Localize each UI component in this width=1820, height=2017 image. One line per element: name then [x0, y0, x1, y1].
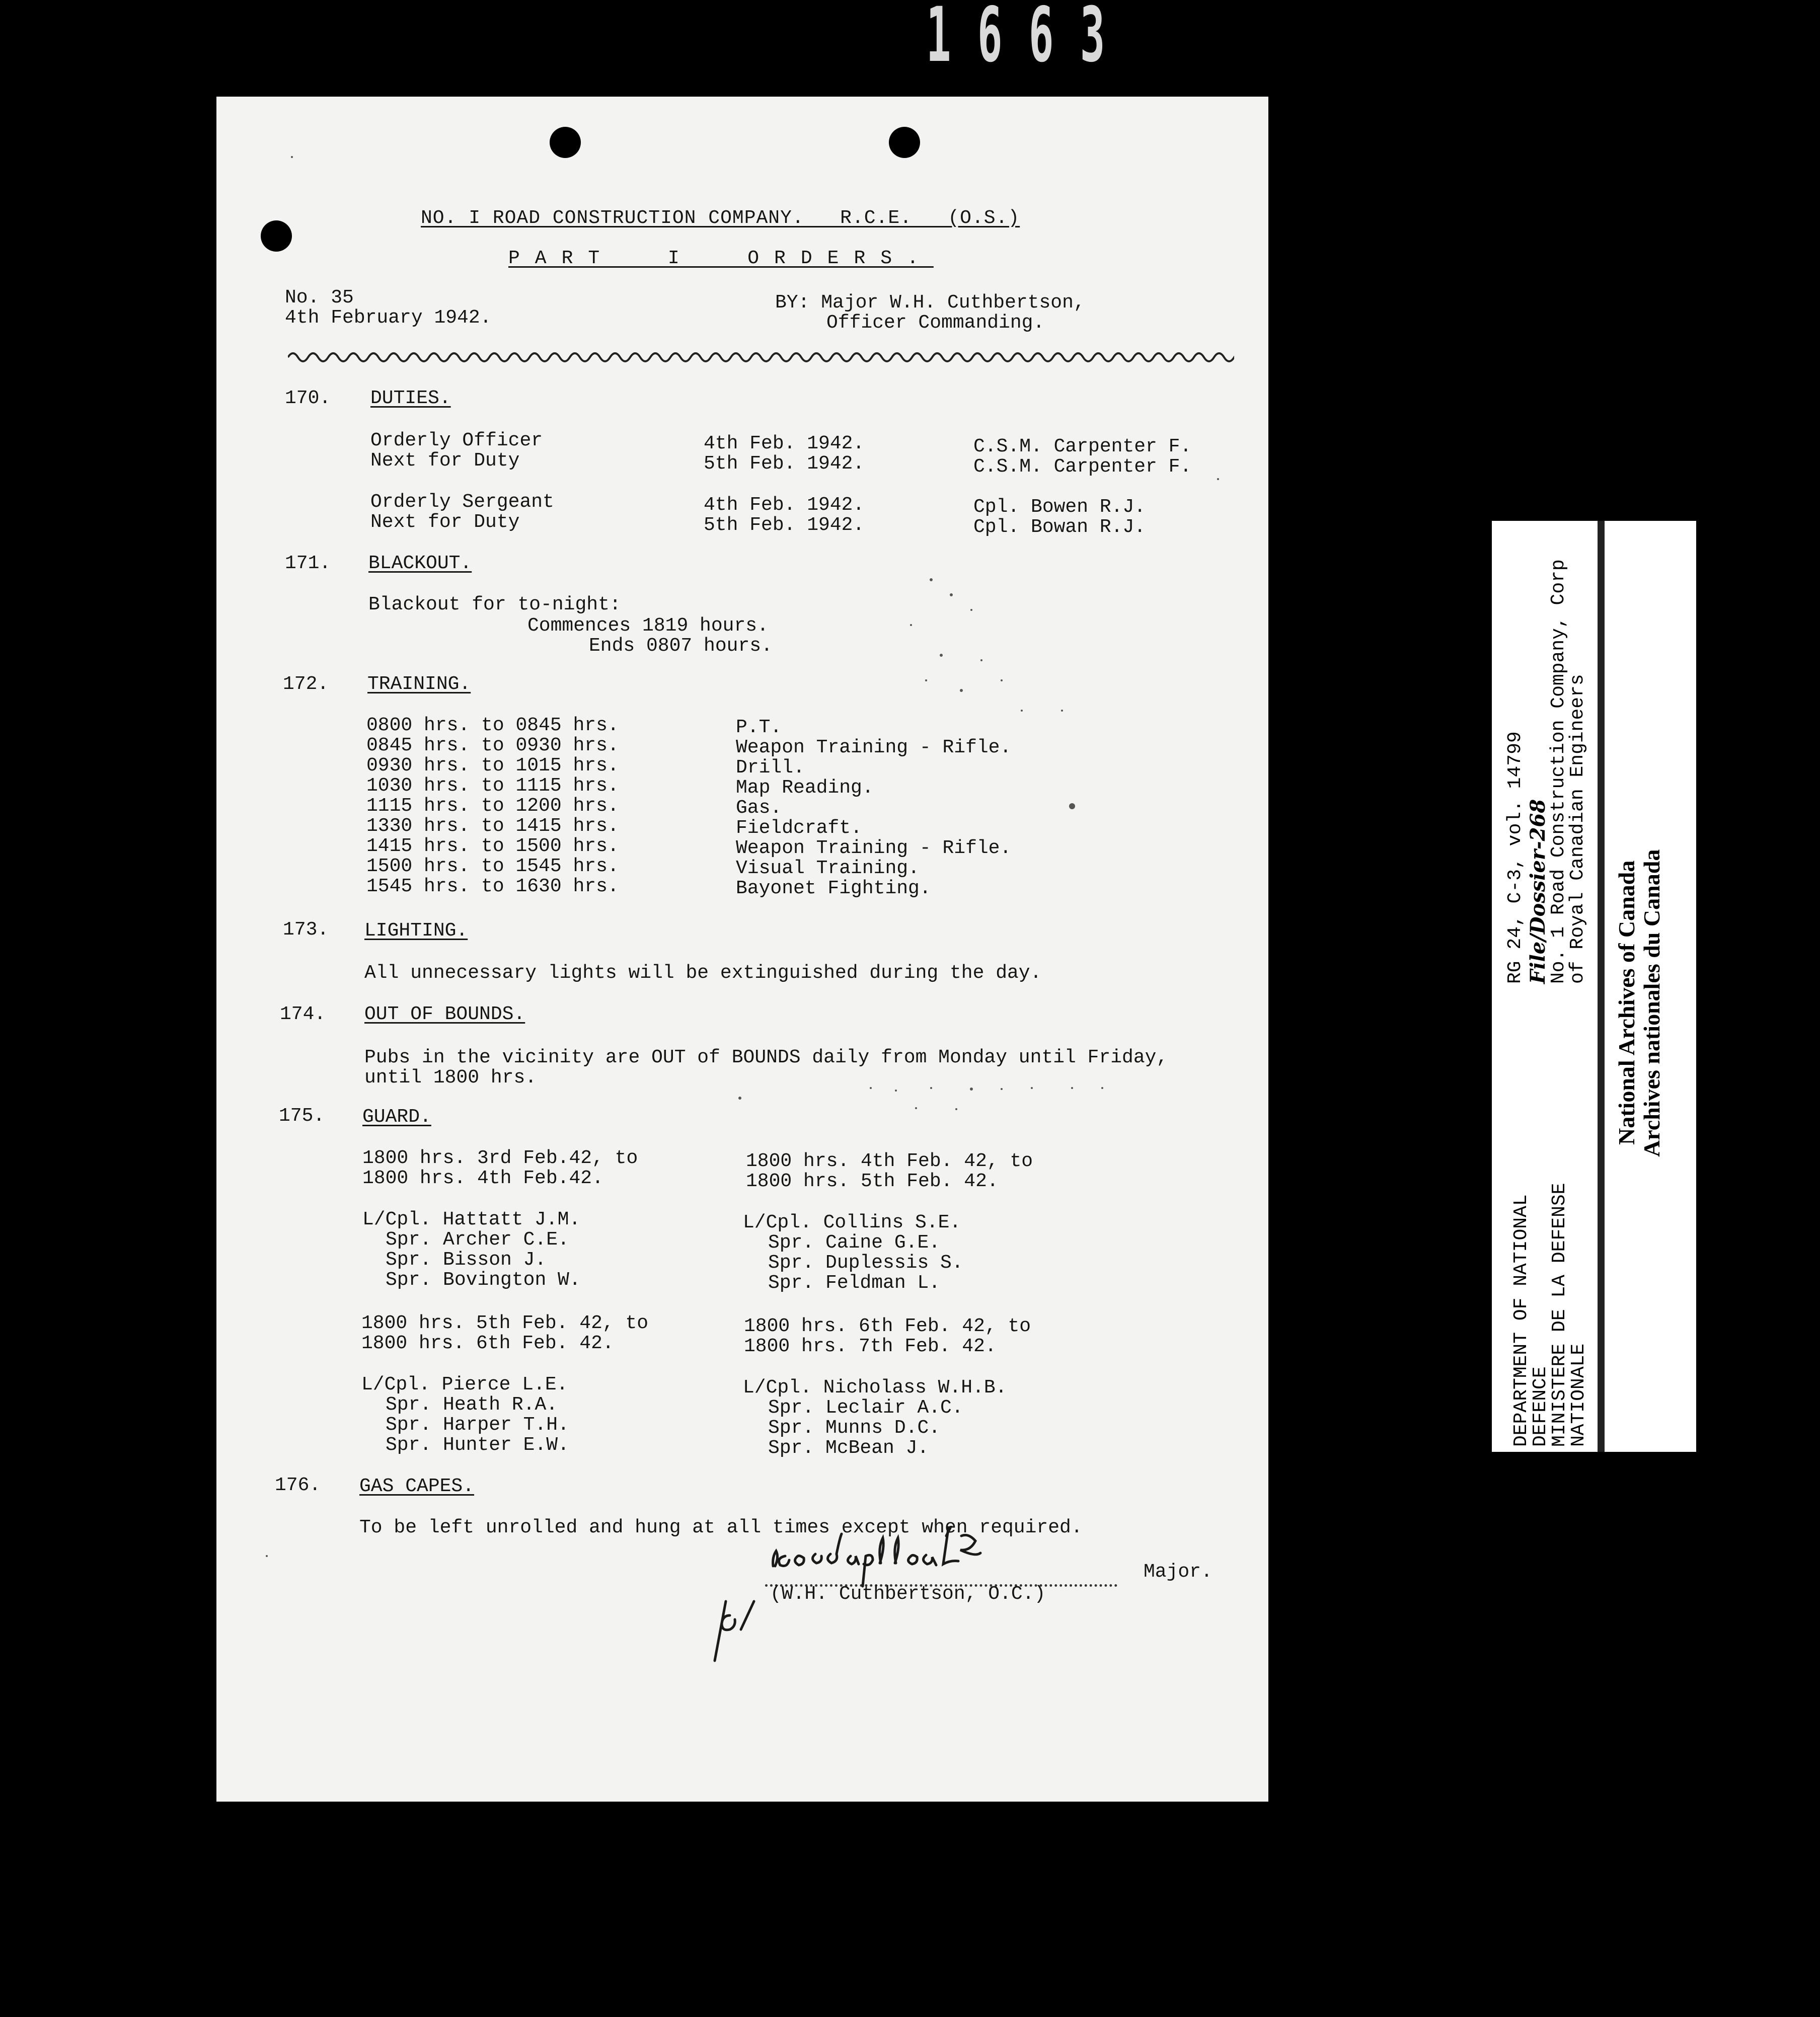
guard-member: L/Cpl. Nicholass W.H.B.: [743, 1377, 1007, 1399]
handwritten-signature: [700, 1526, 1193, 1667]
duty-person: Cpl. Bowen R.J.: [973, 496, 1146, 518]
guard-member: Spr. Harper T.H.: [386, 1414, 569, 1436]
training-time: 0800 hrs. to 0845 hrs.: [366, 715, 619, 736]
section-number: 174.: [280, 1003, 326, 1025]
gas-capes-text: To be left unrolled and hung at all times except when required.: [359, 1517, 1083, 1538]
order-number: No. 35: [285, 287, 354, 308]
guard-member: Spr. Duplessis S.: [768, 1252, 963, 1274]
lighting-text: All unnecessary lights will be extinguished during the day.: [364, 962, 1042, 984]
section-title-out-of-bounds: OUT OF BOUNDS.: [364, 1003, 525, 1025]
training-time: 1330 hrs. to 1415 hrs.: [366, 815, 619, 837]
guard-period: 1800 hrs. 6th Feb. 42.: [361, 1333, 614, 1354]
guard-period: 1800 hrs. 4th Feb.42.: [362, 1168, 603, 1189]
section-title-gas-capes: GAS CAPES.: [359, 1476, 475, 1497]
label-divider: [1598, 521, 1605, 1452]
archive-department: NATIONALE: [1568, 1343, 1589, 1447]
training-time: 1545 hrs. to 1630 hrs.: [366, 876, 619, 897]
guard-member: Spr. Feldman L.: [768, 1272, 941, 1294]
duty-date: 4th Feb. 1942.: [704, 494, 865, 516]
training-time: 1415 hrs. to 1500 hrs.: [366, 835, 619, 857]
archive-department: MINISTERE DE LA DEFENSE: [1549, 1183, 1570, 1447]
training-time: 1500 hrs. to 1545 hrs.: [366, 856, 619, 877]
document-page: [216, 97, 1268, 1802]
section-title-duties: DUTIES.: [370, 387, 451, 409]
guard-period: 1800 hrs. 6th Feb. 42, to: [744, 1315, 1031, 1337]
guard-member: Spr. Bisson J.: [386, 1249, 547, 1271]
training-subject: Fieldcraft.: [736, 817, 862, 839]
issuer-role: Officer Commanding.: [826, 312, 1045, 334]
training-subject: Weapon Training - Rifle.: [736, 737, 1012, 758]
section-number: 172.: [283, 673, 329, 695]
section-title-training: TRAINING.: [367, 673, 471, 695]
section-title-lighting: LIGHTING.: [364, 920, 468, 942]
training-time: 0845 hrs. to 0930 hrs.: [366, 735, 619, 756]
order-date: 4th February 1942.: [285, 307, 492, 329]
training-subject: Drill.: [736, 757, 805, 779]
duty-person: C.S.M. Carpenter F.: [973, 456, 1192, 478]
duty-label: Orderly Sergeant: [370, 491, 554, 513]
blackout-intro: Blackout for to-night:: [368, 594, 621, 615]
archive-reference: RG 24, C-3, vol. 14799: [1504, 731, 1526, 984]
signature-name: (W.H. Cuthbertson, O.C.): [770, 1583, 1046, 1605]
duty-label: Next for Duty: [370, 511, 520, 533]
training-time: 1115 hrs. to 1200 hrs.: [366, 795, 619, 817]
archive-file-number: File/Dossier-268: [1526, 799, 1550, 984]
training-time: 0930 hrs. to 1015 hrs.: [366, 755, 619, 777]
guard-period: 1800 hrs. 4th Feb. 42, to: [746, 1150, 1033, 1172]
blackout-ends: Ends 0807 hours.: [589, 635, 773, 657]
training-subject: Visual Training.: [736, 858, 920, 879]
separator-line: [288, 348, 1234, 366]
section-number: 170.: [285, 387, 331, 409]
archive-unit: of Royal Canadian Engineers: [1567, 674, 1588, 984]
guard-period: 1800 hrs. 3rd Feb.42, to: [362, 1147, 638, 1169]
section-number: 173.: [283, 919, 329, 941]
training-subjects: [736, 718, 1011, 899]
document-heading: NO. I ROAD CONSTRUCTION COMPANY. R.C.E. (O.S.): [421, 207, 1020, 229]
guard-period: 1800 hrs. 7th Feb. 42.: [744, 1336, 997, 1357]
guard-member: Spr. Hunter E.W.: [386, 1434, 569, 1456]
archives-name-english: National Archives of Canada: [1614, 860, 1639, 1145]
frame-number: 1663: [926, 0, 1131, 79]
section-number: 175.: [279, 1105, 325, 1127]
guard-member: Spr. Heath R.A.: [386, 1394, 558, 1416]
training-subject: Weapon Training - Rifle.: [736, 837, 1012, 859]
training-subject: Map Reading.: [736, 777, 874, 799]
duty-person: Cpl. Bowan R.J.: [973, 516, 1146, 538]
guard-member: Spr. McBean J.: [768, 1437, 929, 1459]
archives-name-french: Archives nationales du Canada: [1639, 849, 1664, 1157]
guard-member: Spr. Caine G.E.: [768, 1232, 941, 1254]
archive-unit: No. 1 Road Construction Company, Corp: [1548, 559, 1569, 984]
blackout-commences: Commences 1819 hours.: [527, 615, 769, 637]
guard-member: Spr. Leclair A.C.: [768, 1397, 963, 1419]
guard-member: L/Cpl. Hattatt J.M.: [362, 1209, 581, 1230]
archive-department: DEPARTMENT OF NATIONAL: [1510, 1194, 1532, 1447]
archive-label: [1492, 521, 1696, 1452]
section-number: 171.: [285, 553, 331, 574]
guard-period: 1800 hrs. 5th Feb. 42.: [746, 1171, 999, 1192]
duty-label: Orderly Officer: [370, 430, 543, 451]
training-time: 1030 hrs. to 1115 hrs.: [366, 775, 619, 797]
section-title-guard: GUARD.: [362, 1106, 431, 1128]
signature-rank: Major.: [1144, 1561, 1212, 1583]
guard-member: Spr. Munns D.C.: [768, 1417, 941, 1439]
out-of-bounds-text: until 1800 hrs.: [364, 1067, 537, 1089]
archive-department: DEFENCE: [1530, 1366, 1551, 1447]
training-subject: P.T.: [736, 717, 782, 738]
training-times: [366, 716, 619, 897]
duty-date: 4th Feb. 1942.: [704, 433, 865, 454]
issued-by: BY: Major W.H. Cuthbertson,: [775, 292, 1085, 314]
training-subject: Bayonet Fighting.: [736, 878, 931, 899]
guard-member: Spr. Bovington W.: [386, 1269, 581, 1291]
guard-member: L/Cpl. Collins S.E.: [743, 1212, 961, 1233]
section-title-blackout: BLACKOUT.: [368, 553, 472, 574]
training-subject: Gas.: [736, 797, 782, 819]
section-number: 176.: [275, 1475, 321, 1496]
duty-date: 5th Feb. 1942.: [704, 514, 865, 536]
guard-member: Spr. Archer C.E.: [386, 1229, 569, 1251]
guard-member: L/Cpl. Pierce L.E.: [361, 1374, 568, 1395]
document-subheading: PART I ORDERS.: [508, 248, 934, 269]
guard-period: 1800 hrs. 5th Feb. 42, to: [361, 1312, 649, 1334]
duty-label: Next for Duty: [370, 450, 520, 472]
duty-person: C.S.M. Carpenter F.: [973, 436, 1192, 457]
duty-date: 5th Feb. 1942.: [704, 453, 865, 475]
out-of-bounds-text: Pubs in the vicinity are OUT of BOUNDS daily from Monday until Friday,: [364, 1047, 1168, 1068]
